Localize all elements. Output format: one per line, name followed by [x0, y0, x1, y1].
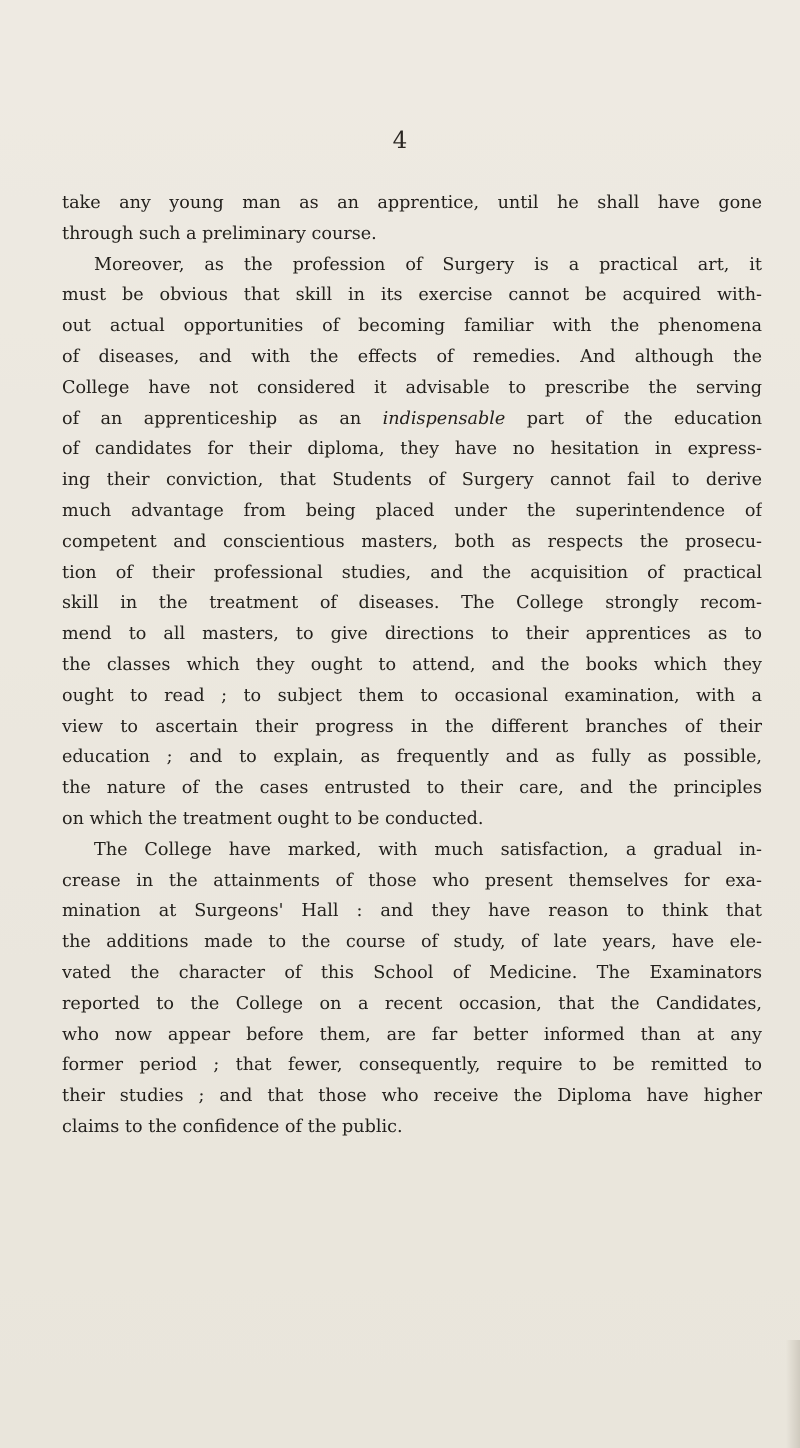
paragraph-practical-art [62, 250, 762, 835]
text-line: the nature of the cases entrusted to their care, and the principles [62, 778, 762, 799]
text-line: former period ; that fewer, consequently, require to be remitted to [62, 1055, 762, 1076]
body-text [62, 188, 762, 1143]
text-segment: of an apprenticeship as an [62, 408, 362, 429]
text-line: competent and conscientious masters, both as respects the prosecu- [62, 531, 762, 552]
italic-word: indispensable [382, 408, 506, 429]
text-line: crease in the attainments of those who present themselves for exa- [62, 870, 762, 891]
text-line: the classes which they ought to attend, and the books which they [62, 654, 762, 675]
text-line: vated the character of this School of Medicine. The Examinators [62, 962, 762, 983]
text-line: the additions made to the course of study, of late years, have ele- [62, 932, 762, 953]
paragraph-attainments [62, 835, 762, 1143]
page-number: 4 [392, 128, 408, 154]
text-line: reported to the College on a recent occasion, that the Candidates, [62, 993, 762, 1014]
text-line: claims to the confidence of the public. [62, 1116, 403, 1137]
text-line: who now appear before them, are far better informed than at any [62, 1024, 762, 1045]
text-line: The College have marked, with much satisfaction, a gradual in- [94, 839, 762, 860]
text-line: mend to all masters, to give directions to their apprentices as to [62, 624, 762, 645]
text-line: education ; and to explain, as frequently and as fully as possible, [62, 747, 762, 768]
text-line: out actual opportunities of becoming familiar with the phenomena [62, 316, 762, 337]
text-line: much advantage from being placed under the superintendence of [62, 500, 762, 521]
text-line-with-italic [62, 404, 762, 435]
text-line: Moreover, as the profession of Surgery is a practical art, it [94, 254, 762, 275]
text-line: tion of their professional studies, and the acquisition of practical [62, 562, 762, 583]
text-line: on which the treatment ought to be conducted. [62, 808, 484, 829]
text-line: their studies ; and that those who receive the Diploma have higher [62, 1086, 762, 1107]
page-edge-shadow [786, 1340, 800, 1448]
text-segment: part of the education [526, 408, 762, 429]
text-line: through such a preliminary course. [62, 223, 377, 244]
paragraph-apprentice [62, 188, 762, 250]
text-line: ing their conviction, that Students of Surgery cannot fail to derive [62, 470, 762, 491]
text-line: must be obvious that skill in its exercise cannot be acquired with- [62, 285, 762, 306]
text-line: mination at Surgeons' Hall : and they have reason to think that [62, 901, 762, 922]
text-line: take any young man as an apprentice, until he shall have gone [62, 193, 762, 213]
text-line: of diseases, and with the effects of remedies. And although the [62, 346, 762, 367]
text-line: ought to read ; to subject them to occasional examination, with a [62, 685, 762, 706]
text-line: skill in the treatment of diseases. The College strongly recom- [62, 593, 762, 614]
text-line: view to ascertain their progress in the different branches of their [62, 716, 762, 737]
text-line: of candidates for their diploma, they have no hesitation in express- [62, 439, 762, 460]
text-line: College have not considered it advisable to prescribe the serving [62, 377, 762, 398]
